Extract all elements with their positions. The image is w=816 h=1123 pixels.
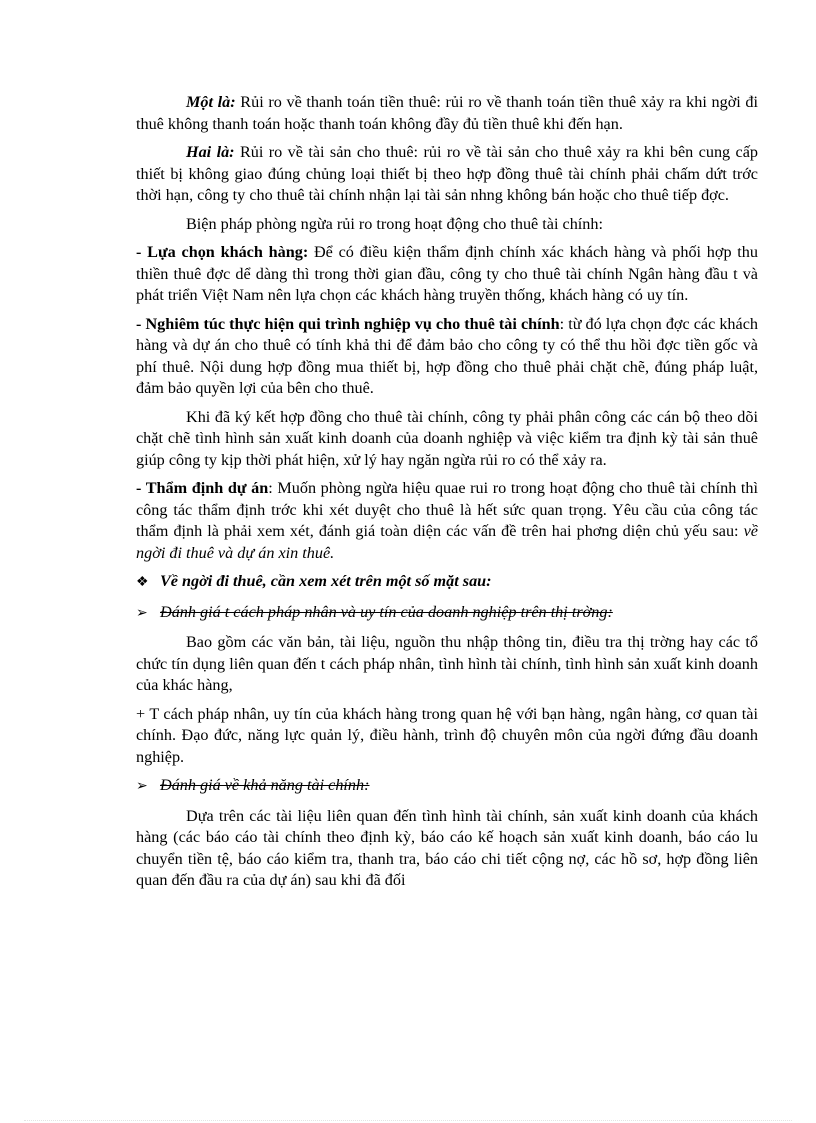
heading-legal-status-text: Đánh giá t cách pháp nhân và uy tín của doanh nghiệp trên thị trờng: <box>160 602 613 621</box>
paragraph-legal-reputation: + T cách pháp nhân, uy tín của khách hàng trong quan hệ với bạn hàng, ngân hàng, cơ quan tài chính. Đạo đức, năng lực quản lý, điều hành, trình độ chuyên môn của ngời đứng đầu doanh nghiệp. <box>136 704 758 766</box>
page-bottom-divider <box>24 1120 792 1121</box>
process-compliance-text: : từ đó lựa chọn đợc các khách hàng và dự án cho thuê có tính khả thi để đảm bảo cho công ty có thể thu hồi đợc tiền gốc và phí thuê. Nội dung hợp đồng mua thiết bị, hợp đồng cho thuê phải chặt chẽ, đúng pháp luật, đảm bảo quyền lợi của bên cho thuê. <box>136 314 758 397</box>
paragraph-financial-docs: Dựa trên các tài liệu liên quan đến tình hình tài chính, sản xuất kinh doanh của khách hàng (các báo cáo tài chính theo định kỳ, báo cáo kế hoạch sản xuất kinh doanh, báo cáo lu chuyển tiền tệ, báo cáo kiểm tra, thanh tra, báo cáo chi tiết cộng nợ, các hồ sơ, hợp đồng liên quan đến đầu ra của dự án) sau khi đã đối <box>136 806 758 889</box>
heading-financial-capacity <box>136 775 758 798</box>
risk-one-text: Rủi ro về thanh toán tiền thuê: rủi ro về thanh toán tiền thuê xảy ra khi ngời đi thuê không thanh toán hoặc thanh toán không đầy đủ tiền thuê khi đến hạn. <box>136 93 758 133</box>
heading-legal-status <box>136 602 758 625</box>
heading-lessee-text: Về ngời đi thuê, cần xem xét trên một số mặt sau: <box>160 572 492 590</box>
paragraph-prevention-intro: Biện pháp phòng ngừa rủi ro trong hoạt động cho thuê tài chính: <box>186 214 603 233</box>
paragraph-project-appraisal <box>136 478 758 564</box>
heading-financial-capacity-text: Đánh giá về khả năng tài chính: <box>160 776 370 794</box>
risk-two-text: Rủi ro về tài sản cho thuê: rủi ro về tài sản cho thuê xảy ra khi bên cung cấp thiết bị không giao đúng chủng loại thiết bị theo hợp đồng thuê tài chính phải chấm dứt trớc thời hạn, công ty cho thuê tài chính nhận lại tài sản nhng không bán hoặc cho thuê tiếp đợc. <box>136 143 758 204</box>
paragraph-customer-selection <box>136 242 758 307</box>
risk-two-lead: Hai là: <box>186 143 235 161</box>
project-appraisal-tail: về ngời đi thuê và dự án xin thuê. <box>136 522 758 562</box>
paragraph-risk-two <box>136 142 758 207</box>
diamond-bullet-icon: ❖ <box>136 575 149 590</box>
risk-one-lead: Một là: <box>186 93 236 111</box>
paragraph-risk-one <box>136 92 758 135</box>
arrow-bullet-icon: ➢ <box>136 605 148 621</box>
paragraph-monitoring: Khi đã ký kết hợp đồng cho thuê tài chính, công ty phải phân công các cán bộ theo dõi chặt chẽ tình hình sản xuất kinh doanh của doanh nghiệp và việc kiểm tra định kỳ tài sản thuê giúp công ty kịp thời phát hiện, xử lý hay ngăn ngừa rủi ro có thể xảy ra. <box>136 407 758 469</box>
paragraph-documents: Bao gồm các văn bản, tài liệu, nguồn thu nhập thông tin, điều tra thị trờng hay các tổ chức tín dụng liên quan đến t cách pháp nhân, tình hình tài chính, tình hình sản xuất kinh doanh của khác hàng, <box>136 633 758 694</box>
heading-lessee <box>136 571 758 594</box>
arrow-bullet-icon: ➢ <box>136 779 148 794</box>
process-compliance-lead: - Nghiêm túc thực hiện qui trình nghiệp vụ cho thuê tài chính <box>136 314 560 333</box>
document-page <box>136 92 758 899</box>
customer-selection-lead: - Lựa chọn khách hàng: <box>136 243 309 261</box>
project-appraisal-text: : Muốn phòng ngừa hiệu quae rui ro trong hoạt động cho thuê tài chính thì công tác thẩm định trớc khi xét duyệt cho thuê là hết sức quan trọng. Yêu cầu của công tác thẩm định là phải xem xét, đánh giá toàn diện các vấn đề trên hai phơng diện chủ yếu sau: <box>136 479 758 540</box>
paragraph-process-compliance <box>136 314 758 400</box>
project-appraisal-lead: - Thẩm định dự án <box>136 479 269 497</box>
customer-selection-text: Để có điều kiện thẩm định chính xác khách hàng và phối hợp thu thiền thuê đợc dể dàng thì trong thời gian đầu, công ty cho thuê tài chính Ngân hàng đầu t và phát triển Việt Nam nên lựa chọn các khách hàng truyền thống, khách hàng có uy tín. <box>136 243 758 304</box>
